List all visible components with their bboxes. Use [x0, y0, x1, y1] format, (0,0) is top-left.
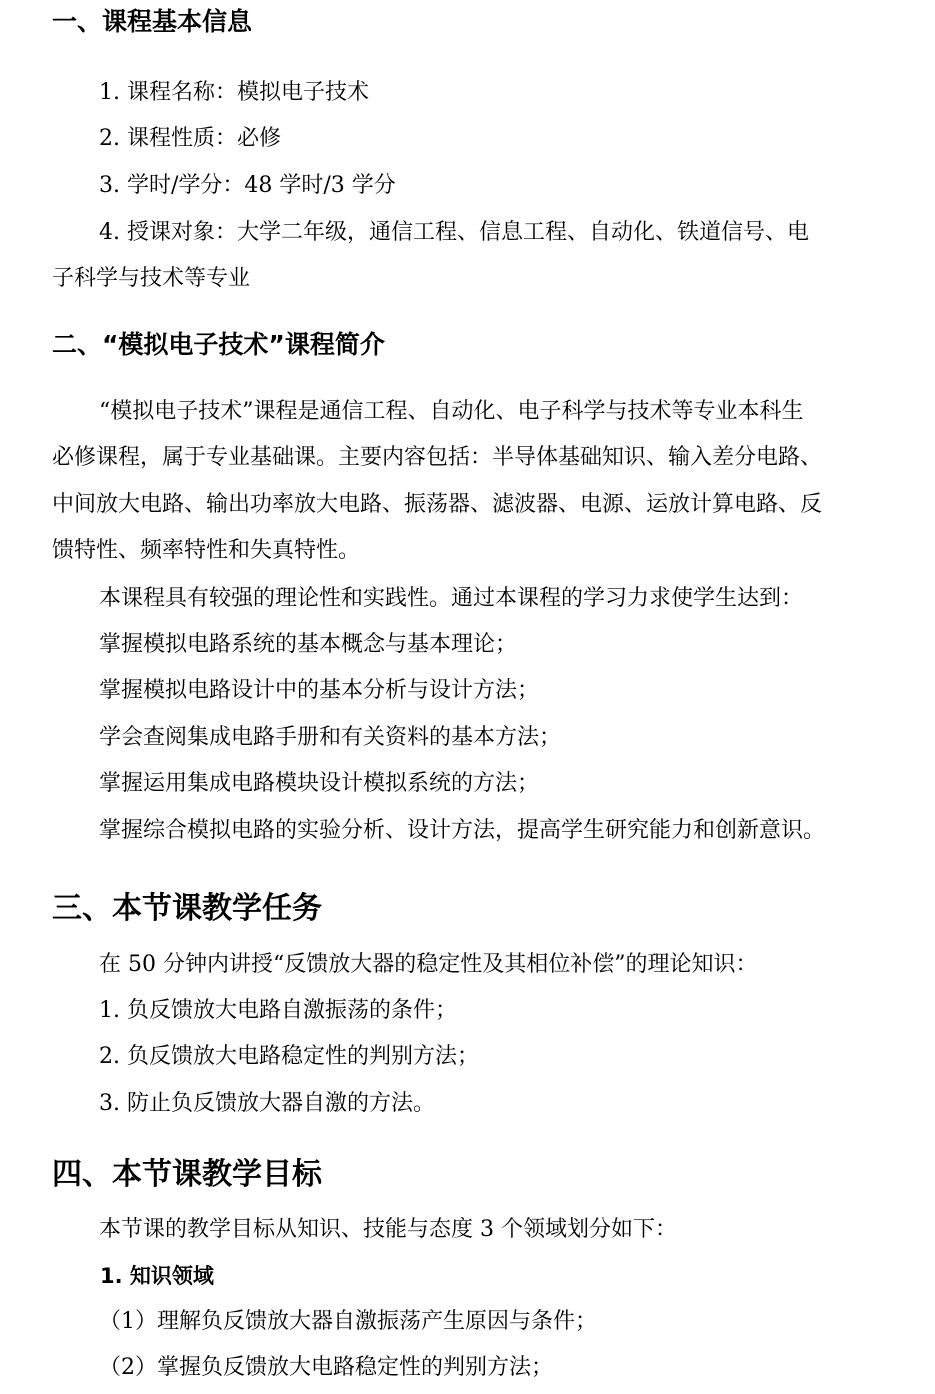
task-item: 2. 负反馈放大电路稳定性的判别方法；: [99, 1044, 479, 1069]
intro-paragraph-line: 必修课程，属于专业基础课。主要内容包括：半导体基础知识、输入差分电路、: [52, 445, 823, 470]
knowledge-subheading: 1. 知识领域: [100, 1264, 214, 1288]
goals-intro: 本课程具有较强的理论性和实践性。通过本课程的学习力求使学生达到：: [99, 586, 804, 611]
section-heading-3: 三、本节课教学任务: [52, 891, 322, 926]
objectives-intro: 本节课的教学目标从知识、技能与态度 3 个领域划分如下：: [99, 1217, 677, 1242]
course-type-line: 2. 课程性质：必修: [99, 126, 281, 151]
goal-item: 学会查阅集成电路手册和有关资料的基本方法；: [99, 725, 562, 750]
task-intro: 在 50 分钟内讲授“反馈放大器的稳定性及其相位补偿”的理论知识：: [99, 952, 758, 977]
intro-paragraph-line: “模拟电子技术”课程是通信工程、自动化、电子科学与技术等专业本科生: [99, 399, 804, 424]
knowledge-item: （2）掌握负反馈放大电路稳定性的判别方法；: [99, 1355, 553, 1380]
knowledge-item: （1）理解负反馈放大器自激振荡产生原因与条件；: [99, 1309, 597, 1334]
section-heading-1: 一、课程基本信息: [52, 7, 253, 36]
section-heading-4: 四、本节课教学目标: [52, 1157, 322, 1192]
goal-item: 掌握模拟电路设计中的基本分析与设计方法；: [99, 678, 540, 703]
intro-paragraph-line: 中间放大电路、输出功率放大电路、振荡器、滤波器、电源、运放计算电路、反: [52, 492, 823, 517]
course-name-line: 1. 课程名称：模拟电子技术: [99, 80, 369, 105]
course-audience-continuation: 子科学与技术等专业: [52, 266, 251, 291]
goal-item: 掌握运用集成电路模块设计模拟系统的方法；: [99, 771, 540, 796]
intro-paragraph-line: 馈特性、频率特性和失真特性。: [52, 538, 361, 563]
course-hours-line: 3. 学时/学分：48 学时/3 学分: [99, 173, 396, 198]
goal-item: 掌握模拟电路系统的基本概念与基本理论；: [99, 632, 518, 657]
task-item: 1. 负反馈放大电路自激振荡的条件；: [99, 998, 457, 1023]
course-audience-line: 4. 授课对象：大学二年级，通信工程、信息工程、自动化、铁道信号、电: [99, 220, 809, 245]
task-item: 3. 防止负反馈放大器自激的方法。: [99, 1091, 435, 1116]
section-heading-2: 二、“模拟电子技术”课程简介: [52, 330, 385, 359]
goal-item: 掌握综合模拟电路的实验分析、设计方法，提高学生研究能力和创新意识。: [99, 818, 826, 843]
